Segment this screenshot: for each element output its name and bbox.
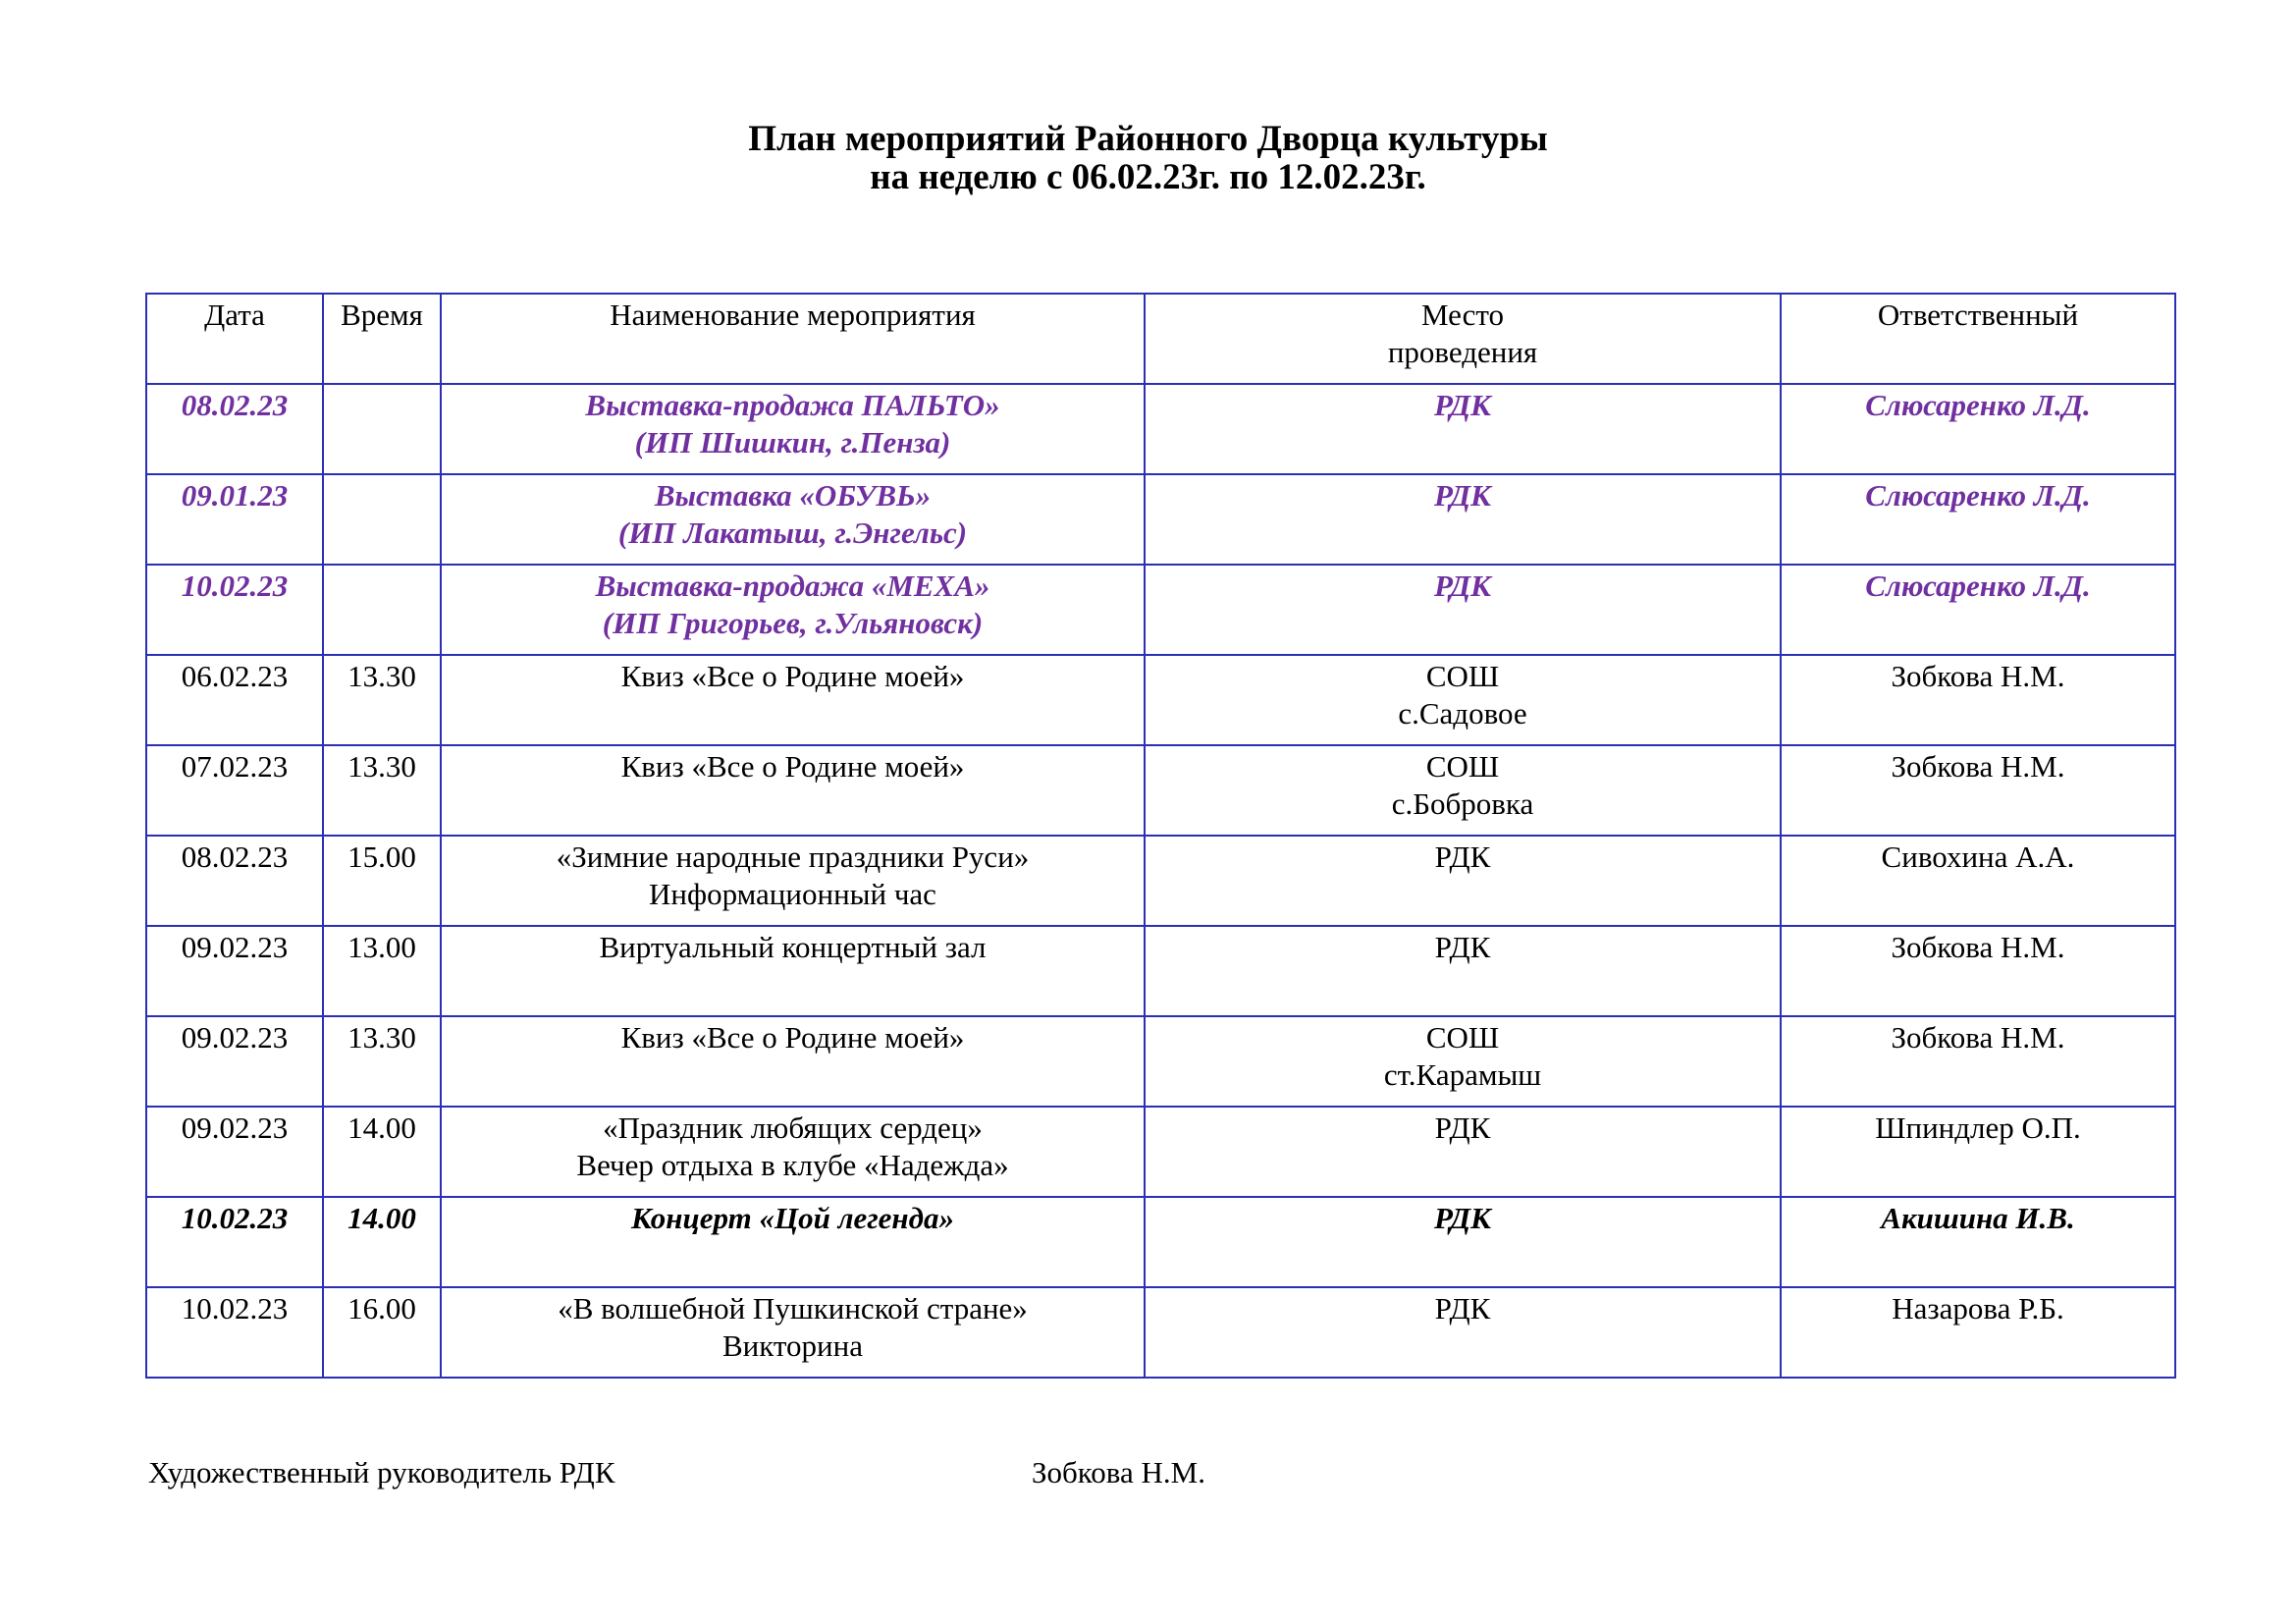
cell-date	[146, 565, 323, 655]
cell-date-text: 09.02.23	[181, 1020, 289, 1055]
cell-place	[1145, 1107, 1781, 1197]
cell-place	[1145, 836, 1781, 926]
cell-date	[146, 474, 323, 565]
cell-time-text: 13.30	[347, 1020, 416, 1055]
cell-event-text: Концерт «Цой легенда»	[630, 1201, 955, 1235]
cell-responsible-text: Слюсаренко Л.Д.	[1865, 478, 2091, 513]
table-row	[146, 836, 2175, 926]
cell-event-text: Выставка-продажа «МЕХА»	[595, 568, 990, 603]
table-row	[146, 1197, 2175, 1287]
cell-place	[1145, 384, 1781, 474]
cell-date	[146, 384, 323, 474]
table-row	[146, 926, 2175, 1016]
cell-time	[323, 1016, 441, 1107]
cell-event	[441, 1197, 1145, 1287]
cell-responsible-text: Зобкова Н.М.	[1891, 659, 2065, 693]
cell-time	[323, 926, 441, 1016]
cell-place-text: с.Бобровка	[1391, 786, 1534, 821]
header-time: Время	[323, 294, 441, 384]
cell-responsible	[1781, 745, 2175, 836]
cell-time	[323, 384, 441, 474]
cell-responsible-text: Назарова Р.Б.	[1892, 1291, 2064, 1326]
cell-date-text: 10.02.23	[181, 1291, 289, 1326]
cell-responsible	[1781, 384, 2175, 474]
cell-event	[441, 1107, 1145, 1197]
cell-date-text: 07.02.23	[181, 749, 289, 784]
cell-time	[323, 1197, 441, 1287]
cell-date-text: 06.02.23	[181, 659, 289, 693]
header-responsible: Ответственный	[1781, 294, 2175, 384]
cell-event-text: (ИП Григорьев, г.Ульяновск)	[602, 606, 984, 640]
cell-event	[441, 655, 1145, 745]
cell-event	[441, 565, 1145, 655]
table-row	[146, 565, 2175, 655]
cell-place	[1145, 1016, 1781, 1107]
cell-responsible	[1781, 1197, 2175, 1287]
cell-date-text: 10.02.23	[181, 568, 289, 603]
cell-responsible	[1781, 474, 2175, 565]
cell-date	[146, 1016, 323, 1107]
cell-responsible-text: Акишина И.В.	[1881, 1201, 2075, 1235]
cell-place-text: РДК	[1433, 478, 1492, 513]
cell-event-text: Выставка-продажа ПАЛЬТО»	[585, 388, 1000, 422]
cell-event-text: Выставка «ОБУВЬ»	[654, 478, 932, 513]
cell-event	[441, 384, 1145, 474]
cell-time	[323, 655, 441, 745]
cell-date-text: 10.02.23	[181, 1201, 289, 1235]
cell-place-text: РДК	[1434, 839, 1491, 874]
cell-event-text: Квиз «Все о Родине моей»	[620, 659, 965, 693]
cell-event-text: Виртуальный концертный зал	[599, 930, 987, 964]
cell-place	[1145, 474, 1781, 565]
cell-time	[323, 474, 441, 565]
cell-date	[146, 655, 323, 745]
table-row	[146, 1287, 2175, 1378]
table-row	[146, 474, 2175, 565]
cell-responsible	[1781, 1016, 2175, 1107]
cell-responsible	[1781, 836, 2175, 926]
cell-event	[441, 474, 1145, 565]
cell-time-text: 14.00	[347, 1201, 416, 1235]
title-line-1: План мероприятий Районного Дворца культуры	[748, 119, 1548, 159]
title-line-2: на неделю с 06.02.23г. по 12.02.23г.	[870, 157, 1426, 197]
cell-responsible-text: Сивохина А.А.	[1881, 839, 2075, 874]
table-row	[146, 1107, 2175, 1197]
cell-responsible	[1781, 1107, 2175, 1197]
cell-time-text: 15.00	[347, 839, 416, 874]
cell-time-text: 13.00	[347, 930, 416, 964]
cell-place	[1145, 565, 1781, 655]
cell-event-text: «Зимние народные праздники Руси»	[556, 839, 1030, 874]
cell-date-text: 09.02.23	[181, 930, 289, 964]
cell-time-text: 13.30	[347, 749, 416, 784]
cell-time	[323, 745, 441, 836]
cell-event	[441, 836, 1145, 926]
cell-event	[441, 745, 1145, 836]
table-row	[146, 745, 2175, 836]
cell-event	[441, 926, 1145, 1016]
cell-place-text: РДК	[1434, 930, 1491, 964]
cell-event-text: Вечер отдыха в клубе «Надежда»	[576, 1148, 1009, 1182]
cell-date	[146, 1287, 323, 1378]
signature-name: Зобкова Н.М.	[1032, 1455, 1205, 1489]
cell-date-text: 08.02.23	[181, 388, 289, 422]
cell-event-text: Квиз «Все о Родине моей»	[620, 1020, 965, 1055]
cell-event-text: Викторина	[722, 1328, 863, 1363]
cell-responsible	[1781, 655, 2175, 745]
cell-event	[441, 1016, 1145, 1107]
events-table	[145, 293, 2176, 1379]
cell-place-text: РДК	[1434, 1110, 1491, 1145]
cell-responsible-text: Зобкова Н.М.	[1891, 749, 2065, 784]
cell-place	[1145, 1197, 1781, 1287]
cell-date	[146, 745, 323, 836]
cell-time	[323, 1287, 441, 1378]
cell-time-text: 13.30	[347, 659, 416, 693]
cell-time	[323, 565, 441, 655]
cell-place	[1145, 745, 1781, 836]
cell-place-text: РДК	[1433, 1201, 1492, 1235]
cell-event-text: Информационный час	[649, 877, 936, 911]
cell-responsible-text: Зобкова Н.М.	[1891, 930, 2065, 964]
table-row	[146, 1016, 2175, 1107]
cell-responsible	[1781, 926, 2175, 1016]
cell-time	[323, 1107, 441, 1197]
cell-event-text: «В волшебной Пушкинской стране»	[558, 1291, 1028, 1326]
events-body	[146, 384, 2175, 1378]
cell-responsible-text: Слюсаренко Л.Д.	[1865, 388, 2091, 422]
cell-time	[323, 836, 441, 926]
table-header-row	[146, 294, 2175, 384]
cell-event-text: Квиз «Все о Родине моей»	[620, 749, 965, 784]
cell-date	[146, 1107, 323, 1197]
cell-place-text: СОШ	[1425, 749, 1500, 784]
cell-responsible-text: Зобкова Н.М.	[1891, 1020, 2065, 1055]
cell-place	[1145, 926, 1781, 1016]
cell-place	[1145, 1287, 1781, 1378]
cell-time-text: 14.00	[347, 1110, 416, 1145]
header-place: Место проведения	[1145, 294, 1781, 384]
table-row	[146, 655, 2175, 745]
cell-event-text: «Праздник любящих сердец»	[603, 1110, 983, 1145]
cell-place-text: РДК	[1434, 1291, 1491, 1326]
cell-date	[146, 1197, 323, 1287]
page-title	[0, 120, 2296, 196]
cell-date-text: 09.02.23	[181, 1110, 289, 1145]
cell-event-text: (ИП Лакатыш, г.Энгельс)	[617, 515, 968, 550]
cell-time-text: 16.00	[347, 1291, 416, 1326]
cell-responsible-text: Слюсаренко Л.Д.	[1865, 568, 2091, 603]
cell-event	[441, 1287, 1145, 1378]
signature-role: Художественный руководитель РДК	[148, 1455, 615, 1489]
cell-place-text: СОШ	[1425, 1020, 1500, 1055]
cell-event-text: (ИП Шишкин, г.Пенза)	[634, 425, 951, 460]
cell-date	[146, 926, 323, 1016]
table-row	[146, 384, 2175, 474]
cell-place-text: РДК	[1433, 388, 1492, 422]
cell-place-text: СОШ	[1425, 659, 1500, 693]
cell-date-text: 08.02.23	[181, 839, 289, 874]
cell-responsible-text: Шпиндлер О.П.	[1875, 1110, 2081, 1145]
cell-responsible	[1781, 1287, 2175, 1378]
cell-place-text: с.Садовое	[1398, 696, 1527, 731]
cell-place-text: ст.Карамыш	[1383, 1057, 1542, 1092]
header-date: Дата	[146, 294, 323, 384]
header-event: Наименование мероприятия	[441, 294, 1145, 384]
cell-date-text: 09.01.23	[181, 478, 289, 513]
cell-responsible	[1781, 565, 2175, 655]
cell-date	[146, 836, 323, 926]
cell-place-text: РДК	[1433, 568, 1492, 603]
cell-place	[1145, 655, 1781, 745]
